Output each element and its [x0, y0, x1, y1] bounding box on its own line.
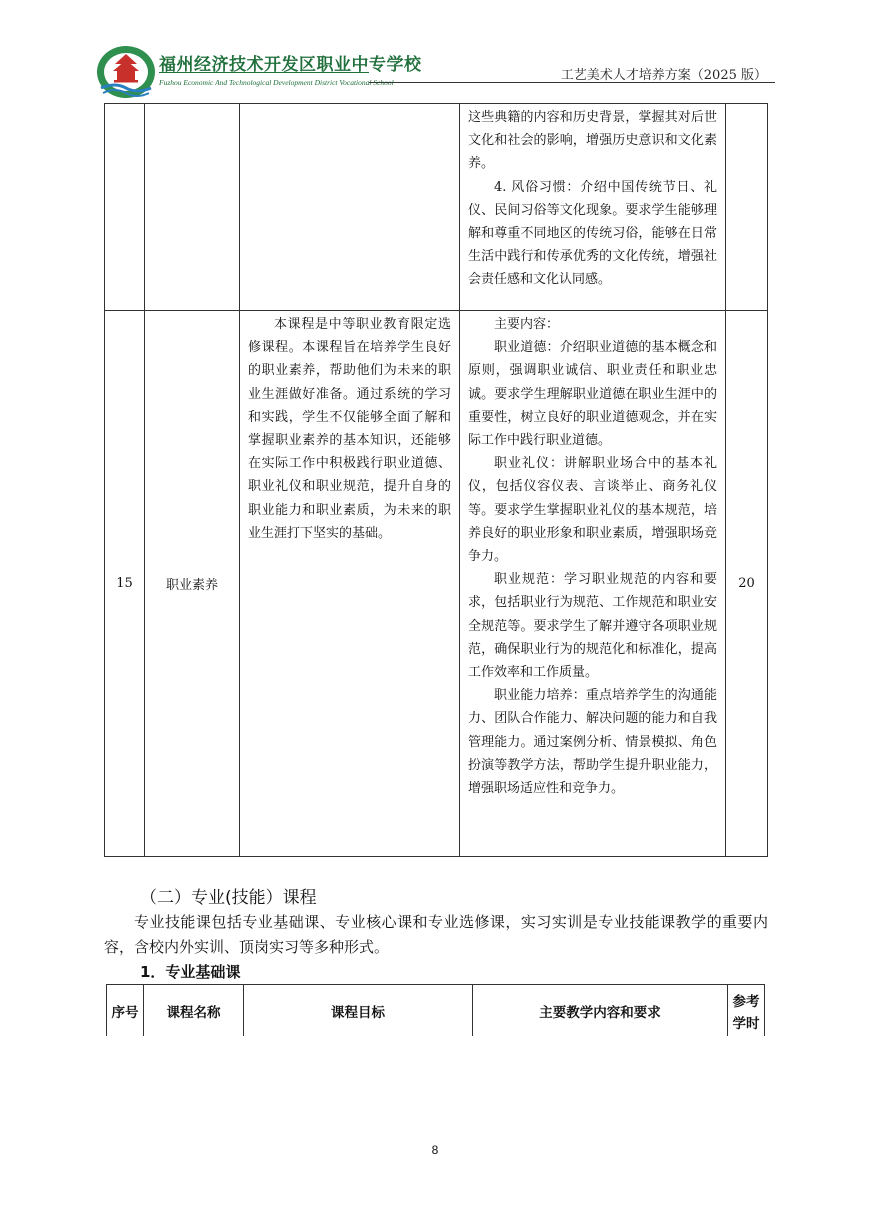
content-cell — [460, 311, 726, 857]
header-number: 序号 — [107, 985, 144, 1037]
header-goal: 课程目标 — [244, 985, 473, 1037]
content-cell — [460, 104, 726, 311]
document-title: 工艺美术人才培养方案（2025 版） — [560, 68, 767, 83]
school-name-en: Fuzhou Economic And Technological Development District Vocational School — [159, 78, 394, 87]
subsection-title: 1．专业基础课 — [140, 963, 241, 981]
content-paragraph: 职业规范：学习职业规范的内容和要求，包括职业行为规范、工作规范和职业安全规范等。要求学生了解并遵守各项职业规范，确保职业行为的规范化和标准化，提高工作效率和工作质量。 — [468, 572, 717, 681]
content-paragraph: 职业礼仪：讲解职业场合中的基本礼仪，包括仪容仪表、言谈举止、商务礼仪等。要求学生掌握职业礼仪的基本规范，培养良好的职业形象和职业素质，增强职场竞争力。 — [468, 456, 717, 565]
content-paragraph: 主要内容： — [494, 317, 560, 332]
goal-cell — [240, 104, 460, 311]
course-name-cell — [145, 104, 240, 311]
hours-cell — [726, 104, 768, 311]
course-name: 职业素养 — [145, 311, 240, 857]
table-row — [105, 104, 768, 311]
course-table-header — [106, 984, 765, 1036]
content-paragraph: 这些典籍的内容和历史背景，掌握其对后世文化和社会的影响，增强历史意识和文化素养。 — [468, 110, 717, 172]
course-goal: 本课程是中等职业教育限定选修课程。本课程旨在培养学生良好的职业素养，帮助他们为未来的职业生涯做好准备。通过系统的学习和实践，学生不仅能够全面了解和掌握职业素养的基本知识，还能够在实际工作中积极践行职业道德、职业礼仪和职业规范，提升自身的职业能力和职业素质，为未来的职业生涯打下坚实的基础。 — [248, 317, 451, 541]
school-logo — [95, 42, 157, 100]
course-table-continued — [104, 103, 768, 857]
header-hours-line1: 参考 — [732, 993, 760, 1010]
content-paragraph: 职业能力培养：重点培养学生的沟通能力、团队合作能力、解决问题的能力和自我管理能力。通过案例分析、情景模拟、角色扮演等教学方法，帮助学生提升职业能力，增强职场适应性和竞争力。 — [468, 688, 717, 797]
number-cell — [105, 104, 145, 311]
course-hours: 20 — [726, 311, 768, 857]
content-paragraph: 4. 风俗习惯：介绍中国传统节日、礼仪、民间习俗等文化现象。要求学生能够理解和尊重不同地区的传统习俗，能够在日常生活中践行和传承优秀的文化传统，增强社会责任感和文化认同感。 — [468, 179, 717, 288]
section-paragraph: 专业技能课包括专业基础课、专业核心课和专业选修课，实习实训是专业技能课教学的重要内容，含校内外实训、顶岗实习等多种形式。 — [104, 913, 768, 956]
header-divider — [369, 82, 775, 83]
header-hours-line2: 学时 — [732, 1015, 760, 1032]
content-paragraph: 职业道德：介绍职业道德的基本概念和原则，强调职业诚信、职业责任和职业忠诚。要求学生理解职业道德在职业生涯中的重要性，树立良好的职业道德观念，并在实际工作中践行职业道德。 — [468, 340, 717, 449]
table-row — [105, 311, 768, 857]
row-number: 15 — [105, 311, 145, 857]
header-course-name: 课程名称 — [144, 985, 244, 1037]
school-name-cn: 福州经济技术开发区职业中专学校 — [159, 55, 422, 75]
header-content: 主要教学内容和要求 — [473, 985, 728, 1037]
goal-cell — [240, 311, 460, 857]
page-number: 8 — [431, 1143, 439, 1157]
header-rule — [159, 72, 369, 73]
table-header-row — [107, 985, 765, 1037]
page-header — [95, 40, 775, 102]
section-title: （二）专业(技能）课程 — [140, 888, 317, 908]
header-hours — [728, 985, 765, 1037]
